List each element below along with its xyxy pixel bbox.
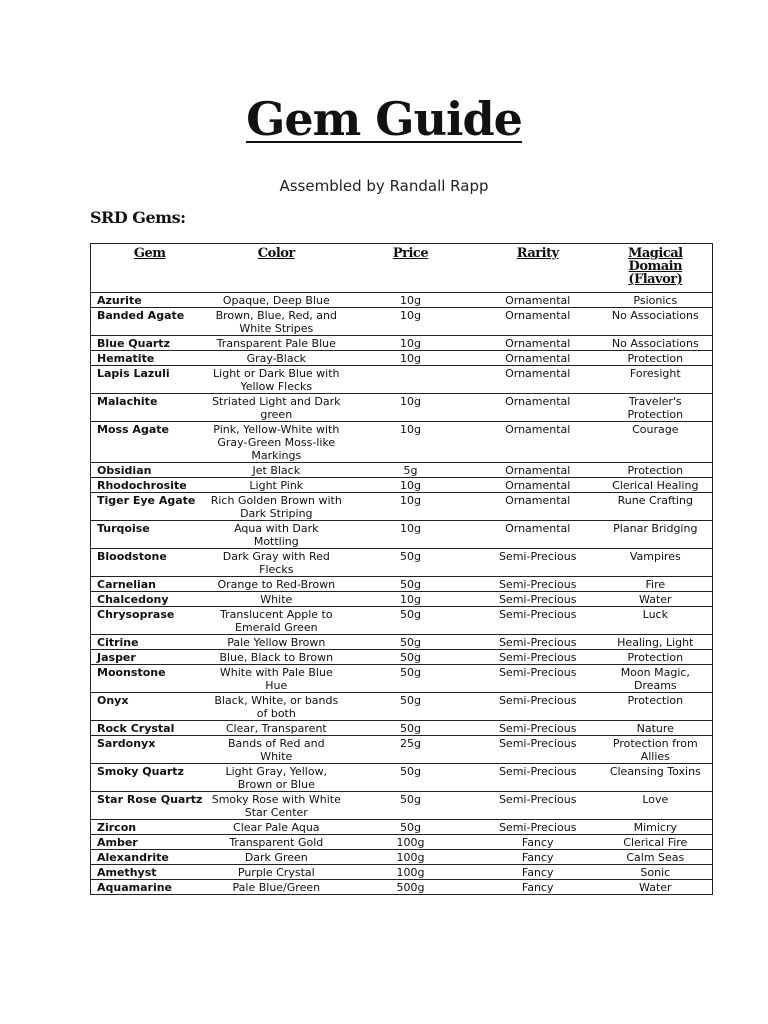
table-row: [91, 351, 713, 366]
domain-cell: Protection: [599, 463, 713, 478]
color-cell: Jet Black: [208, 463, 344, 478]
gem-name-cell: Zircon: [91, 820, 209, 835]
domain-cell: Calm Seas: [599, 850, 713, 865]
color-cell: Transparent Gold: [208, 835, 344, 850]
domain-cell: Fire: [599, 577, 713, 592]
table-row: [91, 478, 713, 493]
color-cell: Bands of Red and White: [208, 736, 344, 764]
rarity-cell: Semi-Precious: [477, 650, 599, 665]
table-row: [91, 308, 713, 336]
domain-cell: Clerical Healing: [599, 478, 713, 493]
color-cell: Light Pink: [208, 478, 344, 493]
table-row: [91, 820, 713, 835]
price-cell: 10g: [344, 493, 477, 521]
table-body: [91, 293, 713, 895]
domain-cell: Water: [599, 880, 713, 895]
color-cell: Dark Gray with Red Flecks: [208, 549, 344, 577]
rarity-cell: Fancy: [477, 835, 599, 850]
price-cell: 50g: [344, 549, 477, 577]
gem-name-cell: Moss Agate: [91, 422, 209, 463]
table-row: [91, 650, 713, 665]
rarity-cell: Ornamental: [477, 521, 599, 549]
column-header-color: Color: [208, 244, 344, 293]
price-cell: 10g: [344, 336, 477, 351]
gem-name-cell: Chalcedony: [91, 592, 209, 607]
gem-table: [90, 243, 713, 895]
table-row: [91, 366, 713, 394]
color-cell: White with Pale Blue Hue: [208, 665, 344, 693]
domain-cell: Water: [599, 592, 713, 607]
gem-name-cell: Hematite: [91, 351, 209, 366]
gem-name-cell: Turqoise: [91, 521, 209, 549]
color-cell: Smoky Rose with White Star Center: [208, 792, 344, 820]
price-cell: 50g: [344, 721, 477, 736]
color-cell: Brown, Blue, Red, and White Stripes: [208, 308, 344, 336]
rarity-cell: Semi-Precious: [477, 820, 599, 835]
domain-cell: Healing, Light: [599, 635, 713, 650]
column-header-magical-domain: Magical Domain (Flavor): [599, 244, 713, 293]
price-cell: 50g: [344, 577, 477, 592]
gem-name-cell: Sardonyx: [91, 736, 209, 764]
domain-cell: Foresight: [599, 366, 713, 394]
domain-cell: Rune Crafting: [599, 493, 713, 521]
rarity-cell: Semi-Precious: [477, 577, 599, 592]
rarity-cell: Semi-Precious: [477, 635, 599, 650]
table-row: [91, 880, 713, 895]
rarity-cell: Semi-Precious: [477, 549, 599, 577]
gem-name-cell: Jasper: [91, 650, 209, 665]
domain-cell: Sonic: [599, 865, 713, 880]
price-cell: 10g: [344, 394, 477, 422]
table-row: [91, 721, 713, 736]
table-row: [91, 635, 713, 650]
table-row: [91, 493, 713, 521]
table-row: [91, 422, 713, 463]
color-cell: Pale Yellow Brown: [208, 635, 344, 650]
table-row: [91, 463, 713, 478]
rarity-cell: Ornamental: [477, 493, 599, 521]
table-row: [91, 865, 713, 880]
price-cell: 50g: [344, 665, 477, 693]
color-cell: Clear Pale Aqua: [208, 820, 344, 835]
price-cell: 10g: [344, 592, 477, 607]
table-row: [91, 693, 713, 721]
domain-cell: Moon Magic, Dreams: [599, 665, 713, 693]
rarity-cell: Semi-Precious: [477, 736, 599, 764]
rarity-cell: Semi-Precious: [477, 665, 599, 693]
table-row: [91, 835, 713, 850]
column-header-gem: Gem: [91, 244, 209, 293]
table-row: [91, 736, 713, 764]
color-cell: Rich Golden Brown with Dark Striping: [208, 493, 344, 521]
table-row: [91, 549, 713, 577]
price-cell: 50g: [344, 820, 477, 835]
column-header-price: Price: [344, 244, 477, 293]
price-cell: 100g: [344, 865, 477, 880]
rarity-cell: Semi-Precious: [477, 693, 599, 721]
color-cell: Transparent Pale Blue: [208, 336, 344, 351]
rarity-cell: Ornamental: [477, 336, 599, 351]
domain-cell: Planar Bridging: [599, 521, 713, 549]
gem-name-cell: Aquamarine: [91, 880, 209, 895]
price-cell: 50g: [344, 792, 477, 820]
gem-name-cell: Azurite: [91, 293, 209, 308]
column-header-rarity: Rarity: [477, 244, 599, 293]
gem-name-cell: Bloodstone: [91, 549, 209, 577]
color-cell: Light or Dark Blue with Yellow Flecks: [208, 366, 344, 394]
color-cell: Translucent Apple to Emerald Green: [208, 607, 344, 635]
domain-cell: Clerical Fire: [599, 835, 713, 850]
price-cell: 500g: [344, 880, 477, 895]
color-cell: Aqua with Dark Mottling: [208, 521, 344, 549]
gem-name-cell: Amber: [91, 835, 209, 850]
price-cell: 100g: [344, 850, 477, 865]
gem-name-cell: Amethyst: [91, 865, 209, 880]
gem-name-cell: Rock Crystal: [91, 721, 209, 736]
author-line: Assembled by Randall Rapp: [279, 177, 489, 195]
price-cell: 50g: [344, 607, 477, 635]
rarity-cell: Ornamental: [477, 422, 599, 463]
domain-cell: Traveler's Protection: [599, 394, 713, 422]
gem-name-cell: Onyx: [91, 693, 209, 721]
rarity-cell: Ornamental: [477, 351, 599, 366]
rarity-cell: Fancy: [477, 880, 599, 895]
document-title: [0, 92, 768, 146]
color-cell: White: [208, 592, 344, 607]
rarity-cell: Semi-Precious: [477, 792, 599, 820]
table-row: [91, 850, 713, 865]
price-cell: [344, 366, 477, 394]
rarity-cell: Ornamental: [477, 478, 599, 493]
rarity-cell: Fancy: [477, 865, 599, 880]
color-cell: Dark Green: [208, 850, 344, 865]
domain-cell: Mimicry: [599, 820, 713, 835]
table-header-row: [91, 244, 713, 293]
domain-cell: Protection from Allies: [599, 736, 713, 764]
gem-name-cell: Rhodochrosite: [91, 478, 209, 493]
domain-cell: Love: [599, 792, 713, 820]
color-cell: Orange to Red-Brown: [208, 577, 344, 592]
table-row: [91, 592, 713, 607]
domain-cell: Protection: [599, 693, 713, 721]
price-cell: 25g: [344, 736, 477, 764]
gem-name-cell: Moonstone: [91, 665, 209, 693]
gem-name-cell: Malachite: [91, 394, 209, 422]
price-cell: 50g: [344, 650, 477, 665]
gem-name-cell: Smoky Quartz: [91, 764, 209, 792]
color-cell: Pink, Yellow-White with Gray-Green Moss-like Markings: [208, 422, 344, 463]
rarity-cell: Semi-Precious: [477, 764, 599, 792]
table-row: [91, 577, 713, 592]
table-row: [91, 336, 713, 351]
gem-name-cell: Banded Agate: [91, 308, 209, 336]
domain-cell: Cleansing Toxins: [599, 764, 713, 792]
rarity-cell: Semi-Precious: [477, 721, 599, 736]
color-cell: Blue, Black to Brown: [208, 650, 344, 665]
color-cell: Gray-Black: [208, 351, 344, 366]
color-cell: Purple Crystal: [208, 865, 344, 880]
table-row: [91, 792, 713, 820]
table-row: [91, 607, 713, 635]
gem-name-cell: Carnelian: [91, 577, 209, 592]
price-cell: 50g: [344, 635, 477, 650]
price-cell: 100g: [344, 835, 477, 850]
domain-cell: Protection: [599, 351, 713, 366]
domain-cell: No Associations: [599, 336, 713, 351]
price-cell: 50g: [344, 693, 477, 721]
table-row: [91, 665, 713, 693]
gem-name-cell: Tiger Eye Agate: [91, 493, 209, 521]
price-cell: 5g: [344, 463, 477, 478]
rarity-cell: Ornamental: [477, 293, 599, 308]
table-row: [91, 764, 713, 792]
domain-cell: Courage: [599, 422, 713, 463]
rarity-cell: Fancy: [477, 850, 599, 865]
color-cell: Light Gray, Yellow, Brown or Blue: [208, 764, 344, 792]
gem-name-cell: Alexandrite: [91, 850, 209, 865]
domain-cell: No Associations: [599, 308, 713, 336]
table-row: [91, 293, 713, 308]
rarity-cell: Semi-Precious: [477, 592, 599, 607]
color-cell: Opaque, Deep Blue: [208, 293, 344, 308]
rarity-cell: Ornamental: [477, 394, 599, 422]
price-cell: 10g: [344, 478, 477, 493]
price-cell: 10g: [344, 293, 477, 308]
price-cell: 10g: [344, 521, 477, 549]
gem-name-cell: Star Rose Quartz: [91, 792, 209, 820]
domain-cell: Luck: [599, 607, 713, 635]
gem-name-cell: Obsidian: [91, 463, 209, 478]
rarity-cell: Ornamental: [477, 463, 599, 478]
color-cell: Clear, Transparent: [208, 721, 344, 736]
color-cell: Pale Blue/Green: [208, 880, 344, 895]
domain-cell: Vampires: [599, 549, 713, 577]
price-cell: 50g: [344, 764, 477, 792]
gem-name-cell: Blue Quartz: [91, 336, 209, 351]
rarity-cell: Ornamental: [477, 308, 599, 336]
rarity-cell: Semi-Precious: [477, 607, 599, 635]
price-cell: 10g: [344, 422, 477, 463]
gem-name-cell: Lapis Lazuli: [91, 366, 209, 394]
title-text: Gem Guide: [246, 92, 522, 146]
color-cell: Striated Light and Dark green: [208, 394, 344, 422]
table-row: [91, 521, 713, 549]
domain-cell: Protection: [599, 650, 713, 665]
domain-cell: Nature: [599, 721, 713, 736]
color-cell: Black, White, or bands of both: [208, 693, 344, 721]
gem-name-cell: Citrine: [91, 635, 209, 650]
section-heading: SRD Gems:: [90, 208, 186, 227]
price-cell: 10g: [344, 308, 477, 336]
price-cell: 10g: [344, 351, 477, 366]
table-row: [91, 394, 713, 422]
domain-cell: Psionics: [599, 293, 713, 308]
gem-name-cell: Chrysoprase: [91, 607, 209, 635]
rarity-cell: Ornamental: [477, 366, 599, 394]
